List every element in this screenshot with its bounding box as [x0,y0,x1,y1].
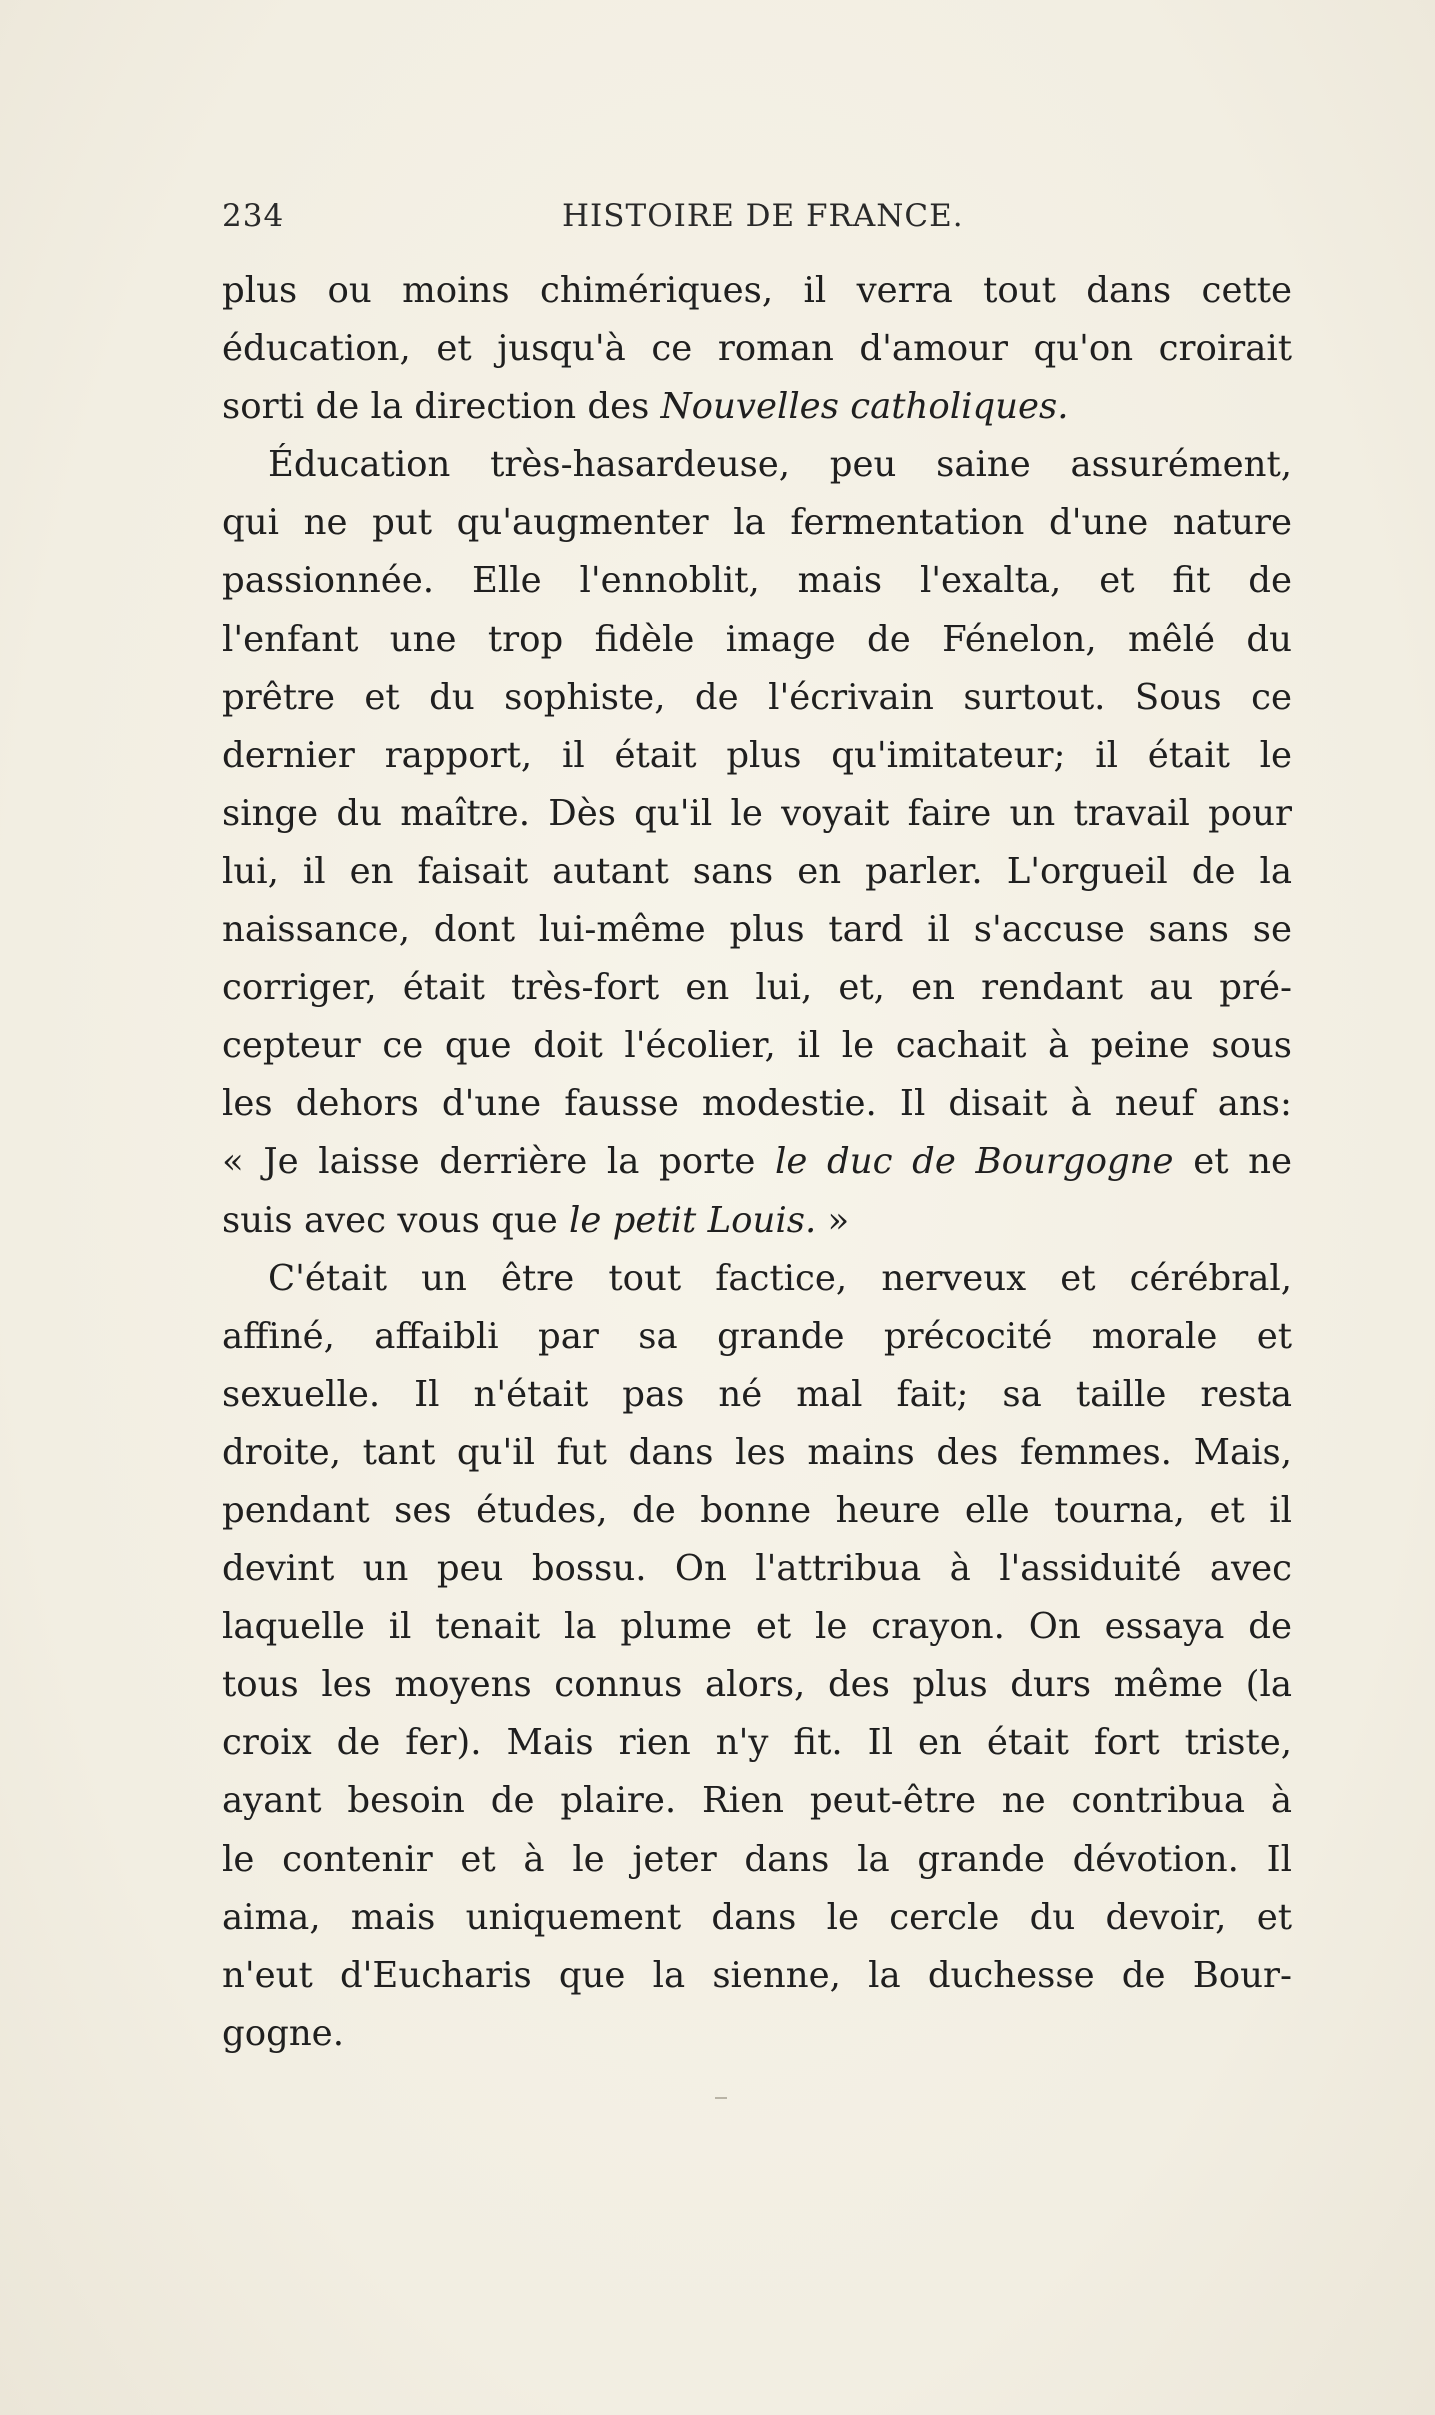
text-line: gogne. [222,2012,344,2054]
text-line: singe du maître. Dès qu'il le voyait faire un travail pour [222,792,1292,834]
text-line: dernier rapport, il était plus qu'imitateur; il était le [222,734,1292,776]
text-line: prêtre et du sophiste, de l'écrivain surtout. Sous ce [222,676,1292,718]
text-line: n'eut d'Eucharis que la sienne, la duchesse de Bour- [222,1954,1292,1996]
italic-phrase: le petit Louis. [569,1199,817,1241]
text-line: laquelle il tenait la plume et le crayon. On essaya de [222,1606,1292,1648]
running-title: HISTOIRE DE FRANCE. [562,198,964,234]
text-line: lui, il en faisait autant sans en parler. L'orgueil de la [222,850,1292,892]
text-line: passionnée. Elle l'ennoblit, mais l'exalta, et fit de [222,560,1292,602]
text-line: l'enfant une trop fidèle image de Fénelon, mêlé du [222,618,1292,660]
text-line: « Je laisse derrière la porte le duc de Bourgogne et ne [222,1141,1292,1183]
printer-mark [715,2097,727,2099]
text-line: tous les moyens connus alors, des plus durs même (la [222,1664,1292,1706]
text-line: sexuelle. Il n'était pas né mal fait; sa taille resta [222,1373,1292,1415]
text-line: plus ou moins chimériques, il verra tout dans cette [222,270,1292,311]
italic-phrase: le duc de Bourgogne [775,1141,1174,1183]
text-line: éducation, et jusqu'à ce roman d'amour qu'on croirait [222,328,1292,370]
text-line: ayant besoin de plaire. Rien peut-être ne contribua à [222,1780,1292,1822]
text-line: les dehors d'une fausse modestie. Il disait à neuf ans: [222,1083,1292,1125]
text-line: devint un peu bossu. On l'attribua à l'assiduité avec [222,1548,1292,1590]
text-line: suis avec vous que le petit Louis. » [222,1199,850,1241]
text-line: aima, mais uniquement dans le cercle du devoir, et [222,1896,1292,1938]
text-line: cepteur ce que doit l'écolier, il le cachait à peine sous [222,1025,1292,1067]
text-line: corriger, était très-fort en lui, et, en rendant au pré- [222,967,1292,1009]
body-text [222,262,1292,2063]
text-line: croix de fer). Mais rien n'y fit. Il en était fort triste, [222,1722,1292,1764]
text-line: naissance, dont lui-même plus tard il s'accuse sans se [222,909,1292,951]
text-line: droite, tant qu'il fut dans les mains des femmes. Mais, [222,1431,1292,1473]
italic-title: Nouvelles catholiques. [660,386,1069,428]
running-head [222,198,1287,248]
page-number: 234 [222,198,285,234]
text-line: le contenir et à le jeter dans la grande dévotion. Il [222,1838,1292,1880]
text-line: Éducation très-hasardeuse, peu saine assurément, [268,444,1292,486]
text-line: affiné, affaibli par sa grande précocité morale et [222,1315,1292,1357]
text-line: pendant ses études, de bonne heure elle tourna, et il [222,1489,1292,1531]
text-line: qui ne put qu'augmenter la fermentation d'une nature [222,502,1292,544]
text-line: sorti de la direction des Nouvelles catholiques. [222,386,1069,428]
text-line: C'était un être tout factice, nerveux et cérébral, [268,1257,1292,1299]
